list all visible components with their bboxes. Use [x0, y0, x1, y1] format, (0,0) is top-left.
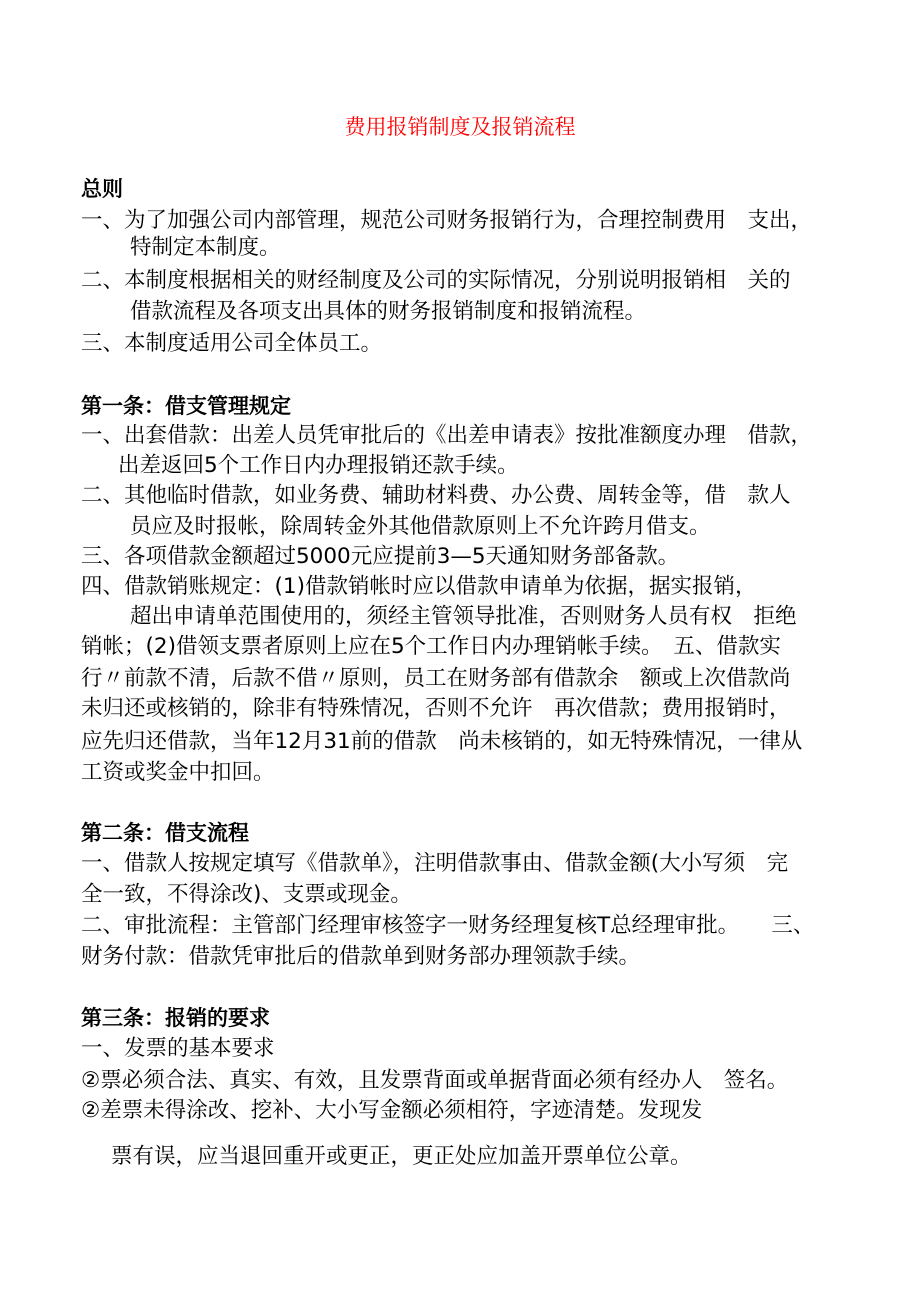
paragraph-line: 一、发票的基本要求	[81, 1036, 275, 1061]
section-heading-article2: 第二条：借支流程	[81, 821, 249, 845]
paragraph-line: 二、本制度根据相关的财经制度及公司的实际情况，分别说明报销相 关的	[81, 268, 791, 293]
paragraph-line: 三、各项借款金额超过5000元应提前3—5天通知财务部备款。	[81, 544, 680, 569]
paragraph-line: 全一致，不得涂改)、支票或现金。	[81, 882, 412, 907]
paragraph-line: 行〃前款不清，后款不借〃原则，员工在财务部有借款余 额或上次借款尚	[81, 666, 791, 691]
paragraph-line: 应先归还借款，当年12月31前的借款 尚未核销的，如无特殊情况，一律从	[81, 729, 803, 754]
paragraph-line: 三、本制度适用公司全体员工。	[81, 331, 383, 356]
paragraph-line: 二、审批流程：主管部门经理审核签字一财务经理复核T总经理审批。 三、	[81, 913, 815, 938]
paragraph-line: 借款流程及各项支出具体的财务报销制度和报销流程。	[130, 299, 647, 324]
document-title: 费用报销制度及报销流程	[344, 115, 576, 139]
paragraph-line: 二、其他临时借款，如业务费、辅助材料费、办公费、周转金等，借 款人	[81, 483, 791, 508]
paragraph-line: 特制定本制度。	[130, 235, 281, 260]
paragraph-line: 一、为了加强公司内部管理，规范公司财务报销行为，合理控制费用 支出，	[81, 208, 813, 233]
paragraph-line: 四、借款销账规定：(1)借款销帐时应以借款申请单为依据，据实报销，	[81, 574, 757, 599]
paragraph-line: 出差返回5个工作日内办理报销还款手续。	[118, 453, 519, 478]
section-heading-article3: 第三条：报销的要求	[81, 1006, 270, 1030]
section-heading-general: 总则	[81, 177, 123, 201]
paragraph-line: ②票必须合法、真实、有效，且发票背面或单据背面必须有经办人 签名。	[81, 1068, 789, 1093]
paragraph-line: 财务付款：借款凭审批后的借款单到财务部办理领款手续。	[81, 944, 641, 969]
paragraph-line: 票有误，应当退回重开或更正，更正处应加盖开票单位公章。	[111, 1144, 692, 1169]
paragraph-line: 工资或奖金中扣回。	[81, 760, 275, 785]
paragraph-line: 销帐；(2)借领支票者原则上应在5个工作日内办理销帐手续。 五、借款实	[81, 634, 781, 659]
paragraph-line: 一、出套借款：出差人员凭审批后的《出差申请表》按批准额度办理 借款，	[81, 423, 813, 448]
paragraph-line: 未归还或核销的，除非有特殊情况，否则不允许 再次借款；费用报销时，	[81, 696, 791, 721]
paragraph-line: ②差票未得涂改、挖补、大小写金额必须相符，字迹清楚。发现发	[81, 1098, 703, 1123]
section-heading-article1: 第一条：借支管理规定	[81, 394, 291, 418]
paragraph-line: 一、借款人按规定填写《借款单》，注明借款事由、借款金额(大小写须 完	[81, 851, 789, 876]
paragraph-line: 员应及时报帐，除周转金外其他借款原则上不允许跨月借支。	[130, 514, 711, 539]
paragraph-line: 超出申请单范围使用的，须经主管领导批准，否则财务人员有权 拒绝	[130, 604, 797, 629]
